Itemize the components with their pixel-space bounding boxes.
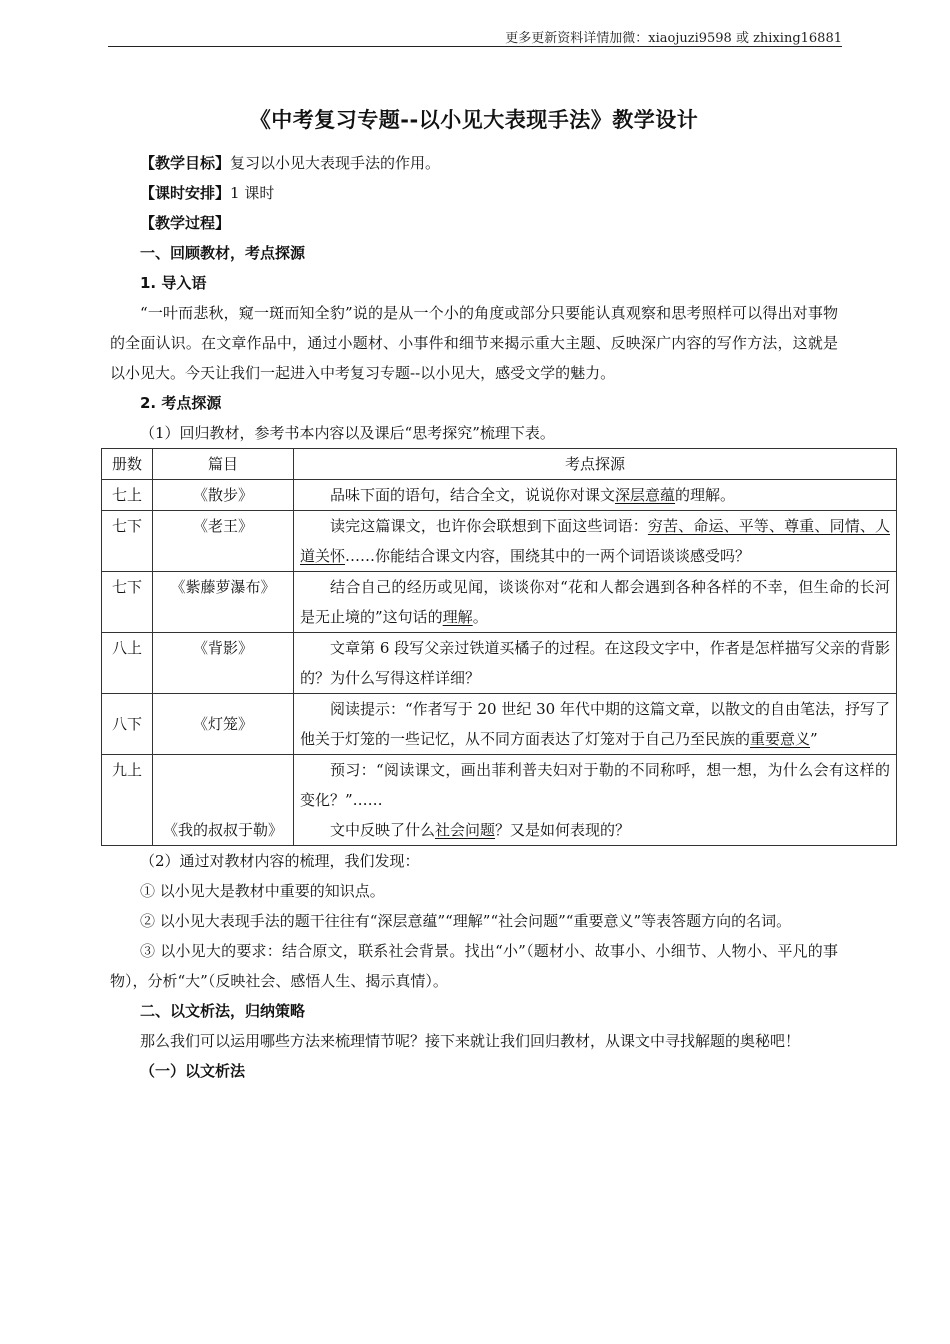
table-cell-title: 《紫藤萝瀑布》 xyxy=(153,572,294,633)
finding-1: ① 以小见大是教材中重要的知识点。 xyxy=(140,882,385,900)
table-cell-vol: 九上 xyxy=(102,755,153,846)
body-underline: 穷苦、命运、平等、尊重、同情、人道关怀 xyxy=(300,517,890,565)
table-cell-body xyxy=(294,755,897,846)
body-text: 品味下面的语句，结合全文，说说你对课文 xyxy=(330,486,616,504)
table-cell-body xyxy=(294,572,897,633)
body-underline: 理解 xyxy=(442,608,473,626)
section1-sub2: 2. 考点探源 xyxy=(140,394,222,412)
table-cell-title: 《灯笼》 xyxy=(153,694,294,755)
document-body xyxy=(110,104,890,1086)
table-cell-vol: 七上 xyxy=(102,480,153,511)
table-cell-body xyxy=(294,480,897,511)
table-cell-title: 《老王》 xyxy=(153,511,294,572)
header-divider xyxy=(108,46,842,47)
process-line xyxy=(110,208,838,238)
table-cell-body xyxy=(294,694,897,755)
findings-task2: （2）通过对教材内容的梳理，我们发现： xyxy=(140,852,420,870)
table-row xyxy=(102,572,897,633)
body-text: 文中反映了什么 xyxy=(330,821,436,839)
section1-intro: “一叶而悲秋，窥一斑而知全豹”说的是从一个小的角度或部分只要能认真观察和思考照样可以得出对事物的全面认识。在文章作品中，通过小题材、小事件和细节来揭示重大主题、反映深广内容的写作方法，这就是以小见大。今天让我们一起进入中考复习专题--以小见大，感受文学的魅力。 xyxy=(110,304,838,382)
objective-line xyxy=(110,148,838,178)
body-underline: 社会问题 xyxy=(435,821,496,839)
table-cell-vol: 七下 xyxy=(102,572,153,633)
section1-heading: 一、回顾教材，考点探源 xyxy=(140,244,306,262)
header-contact-text: 更多更新资料详情加微：xiaojuzi9598 或 zhixing16881 xyxy=(505,31,842,46)
table-row xyxy=(102,633,897,694)
table-row xyxy=(102,480,897,511)
table-header-cell: 册数 xyxy=(102,449,153,480)
table-cell-vol: 七下 xyxy=(102,511,153,572)
body-underline: 重要意义 xyxy=(750,730,811,748)
body-text: 阅读提示：“作者写于 20 世纪 30 年代中期的这篇文章，以散文的自由笔法，抒写了他关于灯笼的一些记忆，从不同方面表达了灯笼对于自己乃至民族的 xyxy=(300,700,890,748)
table-cell-body xyxy=(294,633,897,694)
table-header-cell: 考点探源 xyxy=(294,449,897,480)
table-cell-title: 《背影》 xyxy=(153,633,294,694)
table-cell-title: 《散步》 xyxy=(153,480,294,511)
table-row xyxy=(102,755,897,846)
objective-text: 复习以小见大表现手法的作用。 xyxy=(230,154,441,172)
body-text: 读完这篇课文，也许你会联想到下面这些词语： xyxy=(330,517,648,535)
schedule-text: 1 课时 xyxy=(230,184,275,202)
table-header-cell: 篇目 xyxy=(153,449,294,480)
table-cell-body xyxy=(294,511,897,572)
finding-2: ② 以小见大表现手法的题干往往有“深层意蕴”“理解”“社会问题”“重要意义”等表答题方向的名词。 xyxy=(140,912,792,930)
section2-sub1: （一）以文析法 xyxy=(140,1062,246,1080)
table-header-row xyxy=(102,449,897,480)
body-text: ……你能结合课文内容，围绕其中的一两个词语谈谈感受吗？ xyxy=(345,547,751,565)
schedule-line xyxy=(110,178,838,208)
table-row xyxy=(102,511,897,572)
textbook-table xyxy=(101,448,897,846)
table-row xyxy=(102,694,897,755)
table-cell-vol: 八上 xyxy=(102,633,153,694)
body-text: 文章第 6 段写父亲过铁道买橘子的过程。在这段文字中，作者是怎样描写父亲的背影的？为什么写得这样详细？ xyxy=(300,639,890,687)
page-title: 《中考复习专题--以小见大表现手法》教学设计 xyxy=(249,108,699,132)
body-text: 的理解。 xyxy=(675,486,736,504)
body-text: 结合自己的经历或见闻，谈谈你对“花和人都会遇到各种各样的不幸，但生命的长河是无止境的”这句话的 xyxy=(300,578,890,626)
section2-heading: 二、以文析法，归纳策略 xyxy=(140,1002,306,1020)
body-text: ” xyxy=(810,730,818,748)
body-text: 。 xyxy=(472,608,488,626)
body-text: ？又是如何表现的？ xyxy=(495,821,631,839)
finding-3: ③ 以小见大的要求：结合原文，联系社会背景。找出“小”（题材小、故事小、小细节、人物小、平凡的事物），分析“大”（反映社会、感悟人生、揭示真情）。 xyxy=(110,942,838,990)
section1-sub1: 1. 导入语 xyxy=(140,274,207,292)
objective-label: 【教学目标】 xyxy=(140,154,231,172)
schedule-label: 【课时安排】 xyxy=(140,184,231,202)
body-underline: 深层意蕴 xyxy=(615,486,676,504)
table-cell-title: 《我的叔叔于勒》 xyxy=(153,755,294,846)
section2-intro: 那么我们可以运用哪些方法来梳理情节呢？接下来就让我们回归教材，从课文中寻找解题的奥秘吧！ xyxy=(140,1032,801,1050)
table-cell-vol: 八下 xyxy=(102,694,153,755)
section1-task1: （1）回归教材，参考书本内容以及课后“思考探究”梳理下表。 xyxy=(140,424,555,442)
process-label: 【教学过程】 xyxy=(140,214,231,232)
body-text: 预习：“阅读课文，画出菲利普夫妇对于勒的不同称呼，想一想，为什么会有这样的变化？”…… xyxy=(300,761,890,809)
